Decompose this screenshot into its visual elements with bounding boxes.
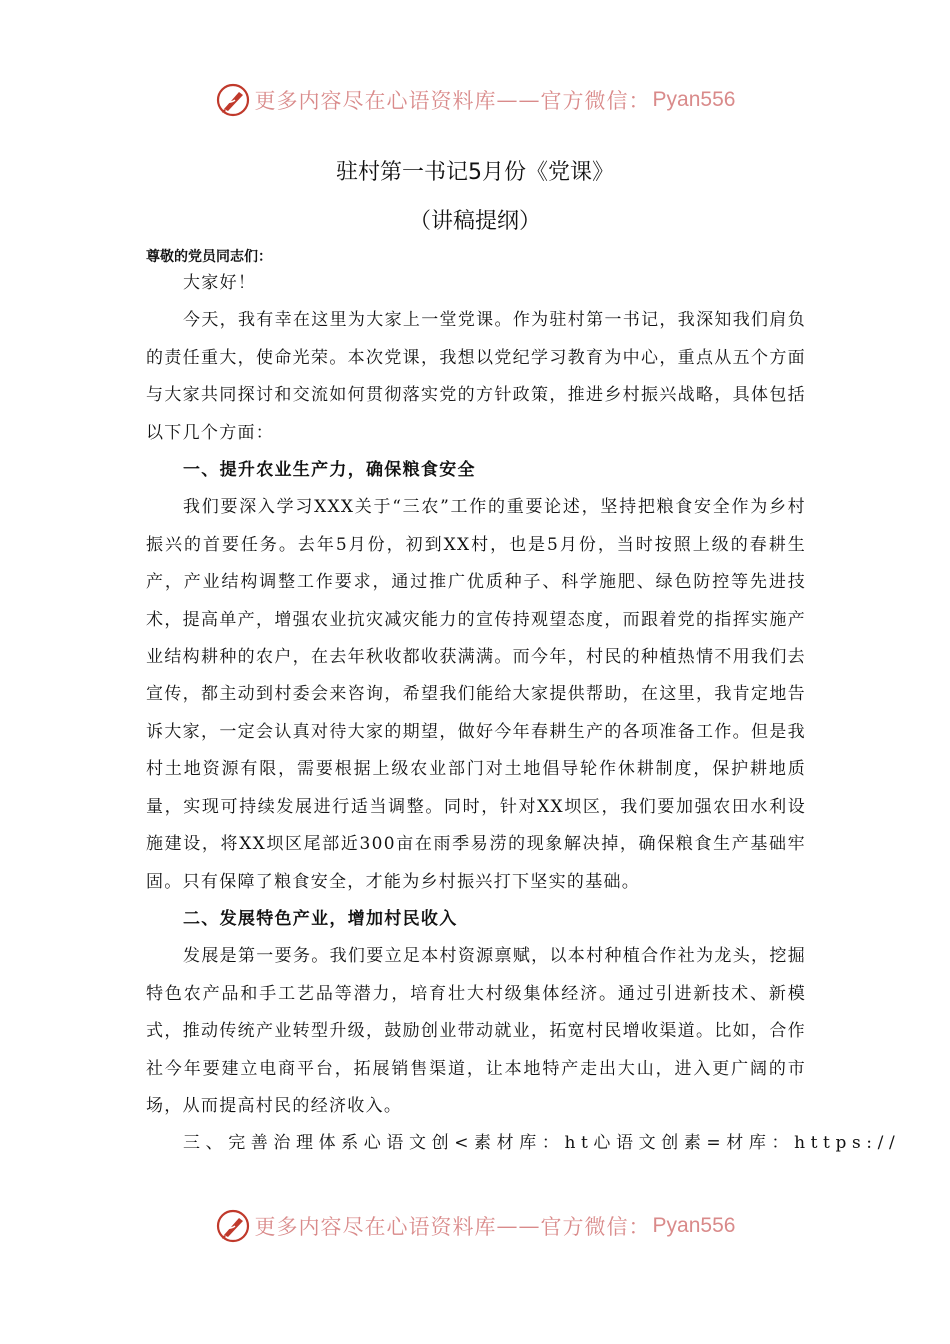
section-1-heading: 一、提升农业生产力，确保粮食安全 [183,460,476,481]
banner-wechat-label: 官方微信： [540,1215,651,1239]
banner-handle: Pyan556 [652,1214,736,1237]
pen-circle-logo-icon [215,1208,251,1244]
banner-wechat-label: 官方微信： [540,89,651,113]
document-title: 驻村第一书记5月份《党课》 [336,160,614,185]
section-1-paragraph: 我们要深入学习XXX关于“三农”工作的重要论述，坚持把粮食安全作为乡村振兴的首要任务。去年5月份，初到XX村，也是5月份，当时按照上级的春耕生产，产业结构调整工作要求，通过推广优质种子、科学施肥、绿色防控等先进技术，提高单产，增强农业抗灾减灾能力的宣传持观望态度，而跟着党的指挥实施产业结构耕种的农户，在去年秋收都收获满满。而今年，村民的种植热情不用我们去宣传，都主动到村委会来咨询，希望我们能给大家提供帮助，在这里，我肯定地告诉大家，一定会认真对待大家的期望，做好今年春耕生产的各项准备工作。但是我村土地资源有限，需要根据上级农业部门对土地倡导轮作休耕制度，保护耕地质量，实现可持续发展进行适当调整。同时，针对XX坝区，我们要加强农田水利设施建设，将XX坝区尾部近300亩在雨季易涝的现象解决掉，确保粮食生产基础牢固。只有保障了粮食安全，才能为乡村振兴打下坚实的基础。 [146,497,806,892]
salutation: 尊敬的党员同志们： [146,249,272,265]
section-2-heading: 二、发展特色产业，增加村民收入 [183,908,458,929]
greeting-paragraph: 大家好！ [183,273,257,293]
banner-handle: Pyan556 [652,88,736,111]
section-2-paragraph: 发展是第一要务。我们要立足本村资源禀赋，以本村种植合作社为龙头，挖掘特色农产品和手工艺品等潜力，培育壮大村级集体经济。通过引进新技术、新模式，推动传统产业转型升级，鼓励创业带动就业，拓宽村民增收渠道。比如，合作社今年要建立电商平台，拓展销售渠道，让本地特产走出大山，进入更广阔的市场，从而提高村民的经济收入。 [146,946,806,1116]
intro-paragraph: 今天，我有幸在这里为大家上一堂党课。作为驻村第一书记，我深知我们肩负的责任重大，使命光荣。本次党课，我想以党纪学习教育为中心，重点从五个方面与大家共同探讨和交流如何贯彻落实党的方针政策，推进乡村振兴战略，具体包括以下几个方面： [146,310,806,443]
section-3-truncated-line: 三、完善治理体系心语文创<素材库：ht心语文创素=材库：https:// [183,1133,901,1154]
document-subtitle: （讲稿提纲） [408,209,541,234]
banner-brand-text: 更多内容尽在心语资料库 [254,1215,497,1239]
banner-dash: —— [496,88,541,112]
footer-watermark-banner [0,1208,950,1244]
header-watermark-banner [0,82,950,118]
banner-dash: —— [496,1214,541,1238]
banner-brand-text: 更多内容尽在心语资料库 [254,89,497,113]
document-body [146,265,901,1163]
pen-circle-logo-icon [215,82,251,118]
